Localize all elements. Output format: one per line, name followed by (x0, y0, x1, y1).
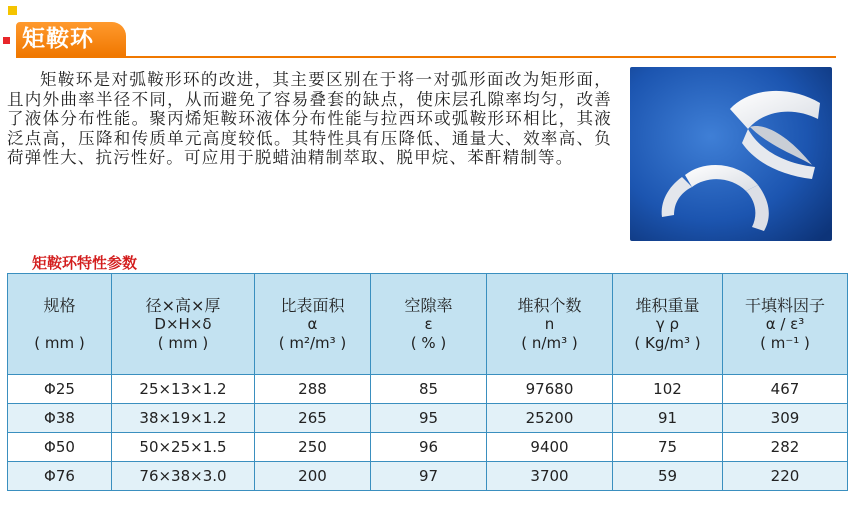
decor-square-yellow (8, 6, 17, 15)
table-cell: Φ38 (8, 404, 112, 433)
table-row (8, 462, 848, 491)
table-cell: 25×13×1.2 (112, 375, 255, 404)
table-cell: 97 (371, 462, 487, 491)
table-header-row (8, 274, 848, 375)
header-spec: 规格 ( mm ) (8, 274, 112, 375)
table-cell: 59 (613, 462, 723, 491)
header-dry-packing-factor: 干填料因子 α / ε³ ( m⁻¹ ) (723, 274, 848, 375)
table-cell: 220 (723, 462, 848, 491)
table-cell: Φ50 (8, 433, 112, 462)
table-cell: 50×25×1.5 (112, 433, 255, 462)
title-underline (16, 56, 836, 58)
header-voidage: 空隙率 ε ( % ) (371, 274, 487, 375)
table-cell: 9400 (487, 433, 613, 462)
table-cell: 265 (255, 404, 371, 433)
table-cell: 309 (723, 404, 848, 433)
table-cell: 76×38×3.0 (112, 462, 255, 491)
section-title: 矩鞍环特性参数 (32, 254, 138, 272)
table-cell: 96 (371, 433, 487, 462)
table-row (8, 404, 848, 433)
decor-square-red (3, 37, 10, 44)
header-specific-surface: 比表面积 α ( m²/m³ ) (255, 274, 371, 375)
header-packing-count: 堆积个数 n ( n/m³ ) (487, 274, 613, 375)
table-cell: 467 (723, 375, 848, 404)
table-cell: 250 (255, 433, 371, 462)
spec-table (7, 273, 848, 491)
product-image (630, 67, 832, 241)
table-row (8, 375, 848, 404)
table-cell: 85 (371, 375, 487, 404)
table-cell: 200 (255, 462, 371, 491)
table-cell: 102 (613, 375, 723, 404)
table-cell: Φ76 (8, 462, 112, 491)
header-dimensions: 径×高×厚 D×H×δ ( mm ) (112, 274, 255, 375)
table-cell: 38×19×1.2 (112, 404, 255, 433)
page-title: 矩鞍环 (16, 22, 126, 56)
table-cell: 3700 (487, 462, 613, 491)
table-cell: 97680 (487, 375, 613, 404)
table-cell: Φ25 (8, 375, 112, 404)
header-packing-weight: 堆积重量 γ ρ ( Kg/m³ ) (613, 274, 723, 375)
table-row (8, 433, 848, 462)
intro-paragraph: 矩鞍环是对弧鞍形环的改进，其主要区别在于将一对弧形面改为矩形面，且内外曲率半径不同，从而避免了容易叠套的缺点，使床层孔隙率均匀，改善了液体分布性能。聚丙烯矩鞍环液体分布性能与拉西环或弧鞍形环相比，其液泛点高，压降和传质单元高度较低。其特性具有压降低、通量大、效率高、负荷弹性大、抗污性好。可应用于脱蜡油精制萃取、脱甲烷、苯酐精制等。 (7, 70, 612, 167)
table-cell: 91 (613, 404, 723, 433)
table-cell: 288 (255, 375, 371, 404)
table-cell: 25200 (487, 404, 613, 433)
table-cell: 95 (371, 404, 487, 433)
table-cell: 75 (613, 433, 723, 462)
table-cell: 282 (723, 433, 848, 462)
